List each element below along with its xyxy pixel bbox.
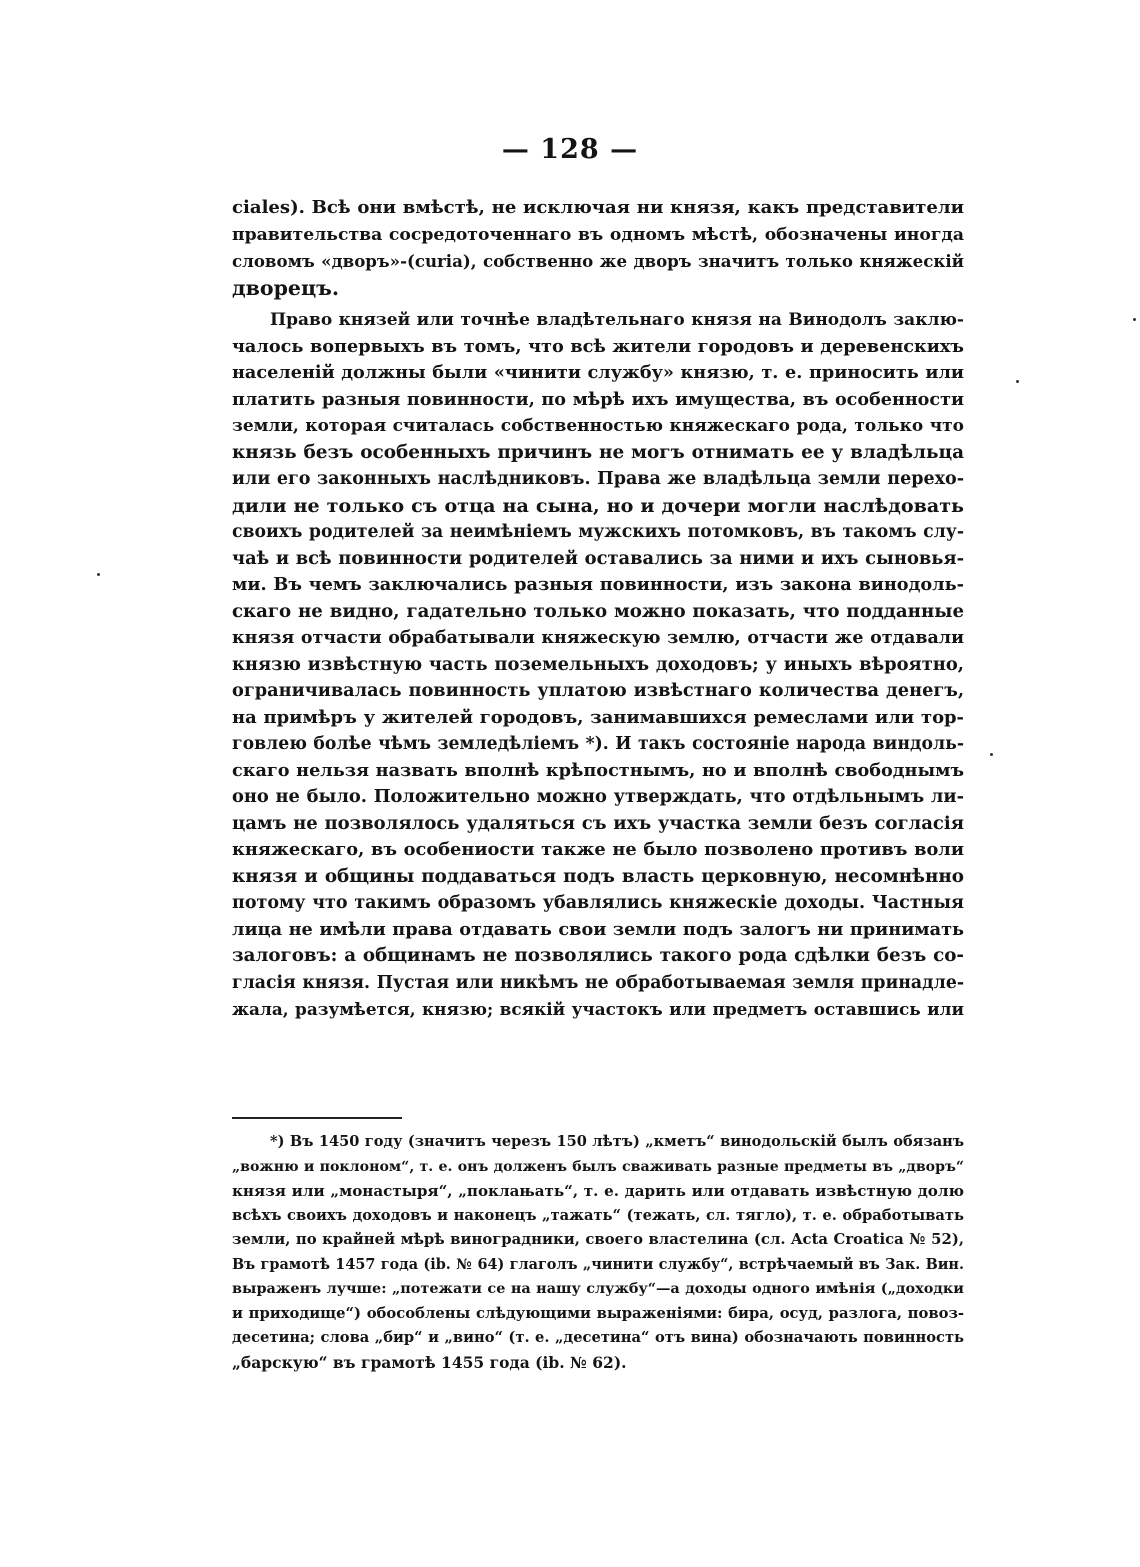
text-line: дили не только съ отца на сына, но и дочери могли наслѣдовать [232,493,964,517]
text-line: ciales). Всѣ они вмѣстѣ, не исключая ни князя, какъ представители [232,197,964,218]
text-line: платить разныя повинности, по мѣрѣ ихъ имущества, въ особенности [232,389,964,410]
footnote-line: „барскую“ въ грамотѣ 1455 года (ib. № 62). [232,1352,627,1372]
text-line: правительства сосредоточеннаго въ одномъ мѣстѣ, обозначены иногда [232,224,964,245]
footnote-line: земли, по крайней мѣрѣ виноградники, своего властелина (сл. Acta Croatica № 52), [232,1231,964,1248]
footnote-line: Въ грамотѣ 1457 года (ib. № 64) глаголъ „чинити службу“, встрѣчаемый въ Зак. Вин. [232,1255,964,1273]
text-line: говлею болѣе чѣмъ земледѣліемъ *). И такъ состояніе народа виндоль- [232,734,964,754]
text-line: ограничивалась повинность уплатою извѣстнаго количества денегъ, [232,680,964,701]
text-line: земли, которая считалась собственностью княжескаго рода, только что [232,416,964,436]
main-text [232,195,964,1023]
footnote-line: выраженъ лучше: „потежати се на нашу службу“—а доходы одного имѣнія („доходки [232,1280,964,1297]
footnote-line: *) Въ 1450 году (значитъ черезъ 150 лѣтъ) „кметъ“ винодольскій былъ обязанъ [270,1133,964,1150]
scan-speck [990,753,993,756]
text-line: чалось вопервыхъ въ томъ, что всѣ жители городовъ и деревенскихъ [232,335,964,357]
scan-speck [1016,380,1019,383]
text-line: залоговъ: а общинамъ не позволялись такого рода сдѣлки безъ со- [232,945,964,966]
footnote-line: десетина; слова „бир“ и „вино“ (т. е. „десетина“ отъ вина) обозначають повинность [232,1329,964,1346]
text-line: своихъ родителей за неимѣніемъ мужскихъ потомковъ, въ такомъ слу- [232,522,964,542]
text-line: князю извѣстную часть поземельныхъ доходовъ; у иныхъ вѣроятно, [232,653,964,675]
footnote-divider [232,1117,402,1119]
text-line: ми. Въ чемъ заключались разныя повинности, изъ закона винодоль- [232,574,964,595]
text-line: скаго нельзя назвать вполнѣ крѣпостнымъ, но и вполнѣ свободнымъ [232,759,964,781]
text-line: лица не имѣли права отдавать свои земли подъ залогъ ни принимать [232,918,964,940]
scan-speck [1133,318,1136,321]
text-line: словомъ «дворъ»-(curia), собственно же дворъ значитъ только княжескій [232,251,964,271]
footnote [232,1130,964,1375]
scan-speck [97,573,100,576]
text-line: оно не было. Положительно можно утверждать, что отдѣльнымъ ли- [232,786,964,807]
text-line: скаго не видно, гадательно только можно показать, что подданные [232,600,964,622]
text-line: князь безъ особенныхъ причинъ не могъ отнимать ее у владѣльца [232,441,964,463]
text-line: князя и общины поддаваться подъ власть церковную, несомнѣнно [232,865,964,887]
text-line: населеній должны были «чинити службу» князю, т. е. приносить или [232,362,964,383]
text-line: жала, разумѣется, князю; всякій участокъ или предметъ оставшись или [232,999,964,1019]
text-line: или его законныхъ наслѣдниковъ. Права же владѣльца земли перехо- [232,469,964,489]
footnote-line: „вожню и поклоном“, т. е. онъ долженъ былъ сваживать разные предметы въ „дворъ“ [232,1158,964,1175]
text-line: дворецъ. [232,275,339,300]
page-number: — 128 — [501,134,639,165]
text-line: Право князей или точнѣе владѣтельнаго князя на Винодолъ заклю- [270,310,964,330]
text-line: цамъ не позволялось удаляться съ ихъ участка земли безъ согласія [232,812,964,834]
footnote-line: и приходище“) обособлены слѣдующими выраженіями: бира, осуд, разлога, повоз- [232,1304,964,1322]
text-line: чаѣ и всѣ повинности родителей оставались за ними и ихъ сыновья- [232,547,964,569]
text-line: на примѣръ у жителей городовъ, занимавшихся ремеслами или тор- [232,706,964,728]
footnote-line: князя или „монастыря“, „поклањать“, т. е. дарить или отдавать извѣстную долю [232,1182,964,1200]
text-line: княжескаго, въ особениости также не было позволено противъ воли [232,839,964,860]
text-line: потому что такимъ образомъ убавлялись княжескіе доходы. Частныя [232,893,964,913]
footnote-line: всѣхъ своихъ доходовъ и наконецъ „тажать“ (тежать, сл. тягло), т. е. обработывать [232,1206,964,1224]
text-line: гласія князя. Пустая или никѣмъ не обработываемая земля принадле- [232,972,964,993]
text-line: князя отчасти обрабатывали княжескую землю, отчасти же отдавали [232,628,964,648]
